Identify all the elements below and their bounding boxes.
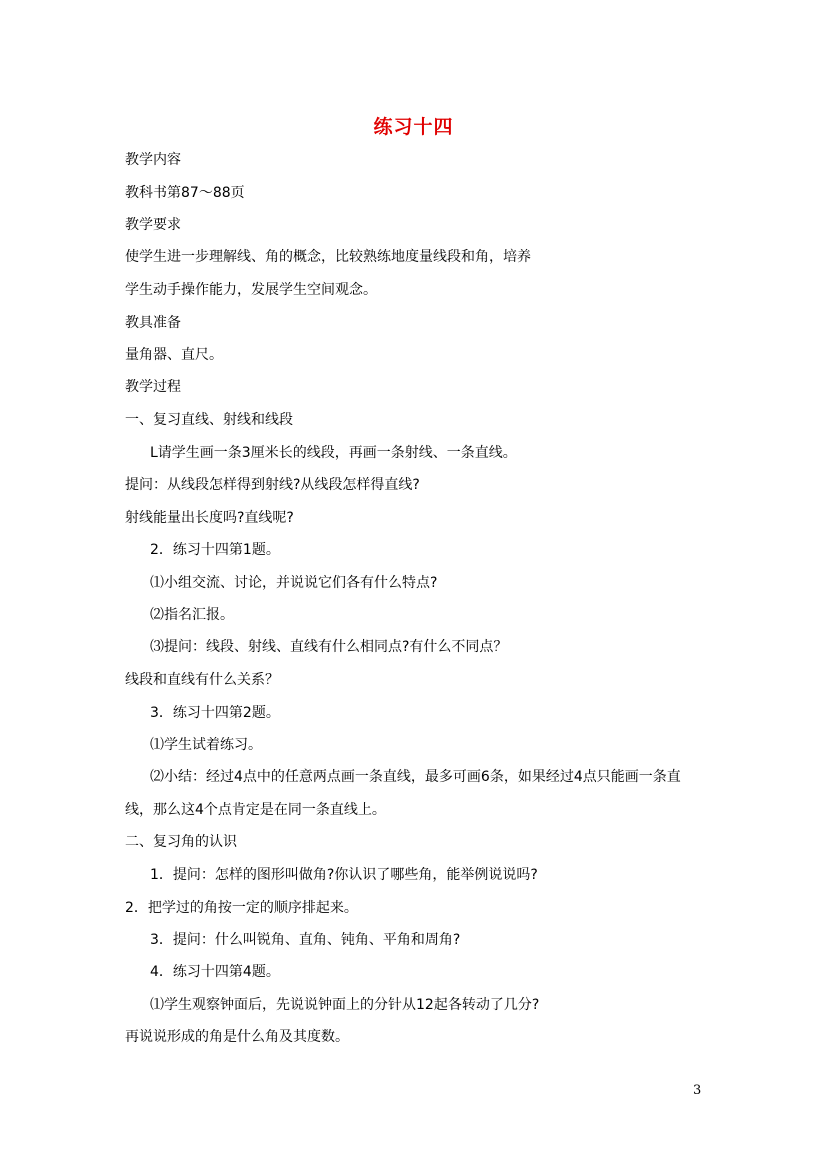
requirements-text-2: 学生动手操作能力，发展学生空间观念。 — [125, 282, 377, 298]
materials-text: 量角器、直尺。 — [125, 347, 223, 363]
heading-content: 教学内容 — [125, 152, 181, 168]
paragraph: 2．练习十四第1题。 — [150, 542, 280, 558]
textbook-pages: 教科书第87～88页 — [125, 185, 245, 201]
page-title: 练习十四 — [373, 116, 454, 138]
heading-process: 教学过程 — [125, 379, 181, 395]
paragraph: ⑴学生观察钟面后，先说说钟面上的分针从12起各转动了几分? — [150, 997, 540, 1013]
paragraph: 4．练习十四第4题。 — [150, 964, 280, 980]
paragraph: 3．提问：什么叫锐角、直角、钝角、平角和周角? — [150, 932, 461, 948]
page-number: 3 — [693, 1083, 702, 1098]
paragraph: ⑴学生试着练习。 — [150, 737, 262, 753]
section-two-heading: 二、复习角的认识 — [125, 834, 237, 850]
requirements-text-1: 使学生进一步理解线、角的概念，比较熟练地度量线段和角，培养 — [125, 249, 531, 265]
paragraph: ⑴小组交流、讨论，并说说它们各有什么特点? — [150, 575, 438, 591]
paragraph: 1．提问：怎样的图形叫做角?你认识了哪些角，能举例说说吗? — [150, 867, 538, 883]
paragraph: 提问：从线段怎样得到射线?从线段怎样得直线? — [125, 477, 420, 493]
paragraph: 3．练习十四第2题。 — [150, 705, 280, 721]
paragraph: 2．把学过的角按一定的顺序排起来。 — [125, 900, 358, 916]
paragraph: 射线能量出长度吗?直线呢? — [125, 510, 294, 526]
paragraph: 线，那么这4个点肯定是在同一条直线上。 — [125, 802, 386, 818]
paragraph: ⑵小结：经过4点中的任意两点画一条直线，最多可画6条，如果经过4点只能画一条直 — [150, 769, 681, 785]
paragraph: ⑶提问：线段、射线、直线有什么相同点?有什么不同点？ — [150, 639, 508, 655]
paragraph: L请学生画一条3厘米长的线段，再画一条射线、一条直线。 — [150, 445, 517, 461]
paragraph: 线段和直线有什么关系？ — [125, 672, 279, 688]
paragraph: ⑵指名汇报。 — [150, 607, 234, 623]
paragraph: 再说说形成的角是什么角及其度数。 — [125, 1029, 349, 1045]
heading-requirements: 教学要求 — [125, 217, 181, 233]
section-one-heading: 一、复习直线、射线和线段 — [125, 412, 293, 428]
heading-materials: 教具准备 — [125, 315, 181, 331]
